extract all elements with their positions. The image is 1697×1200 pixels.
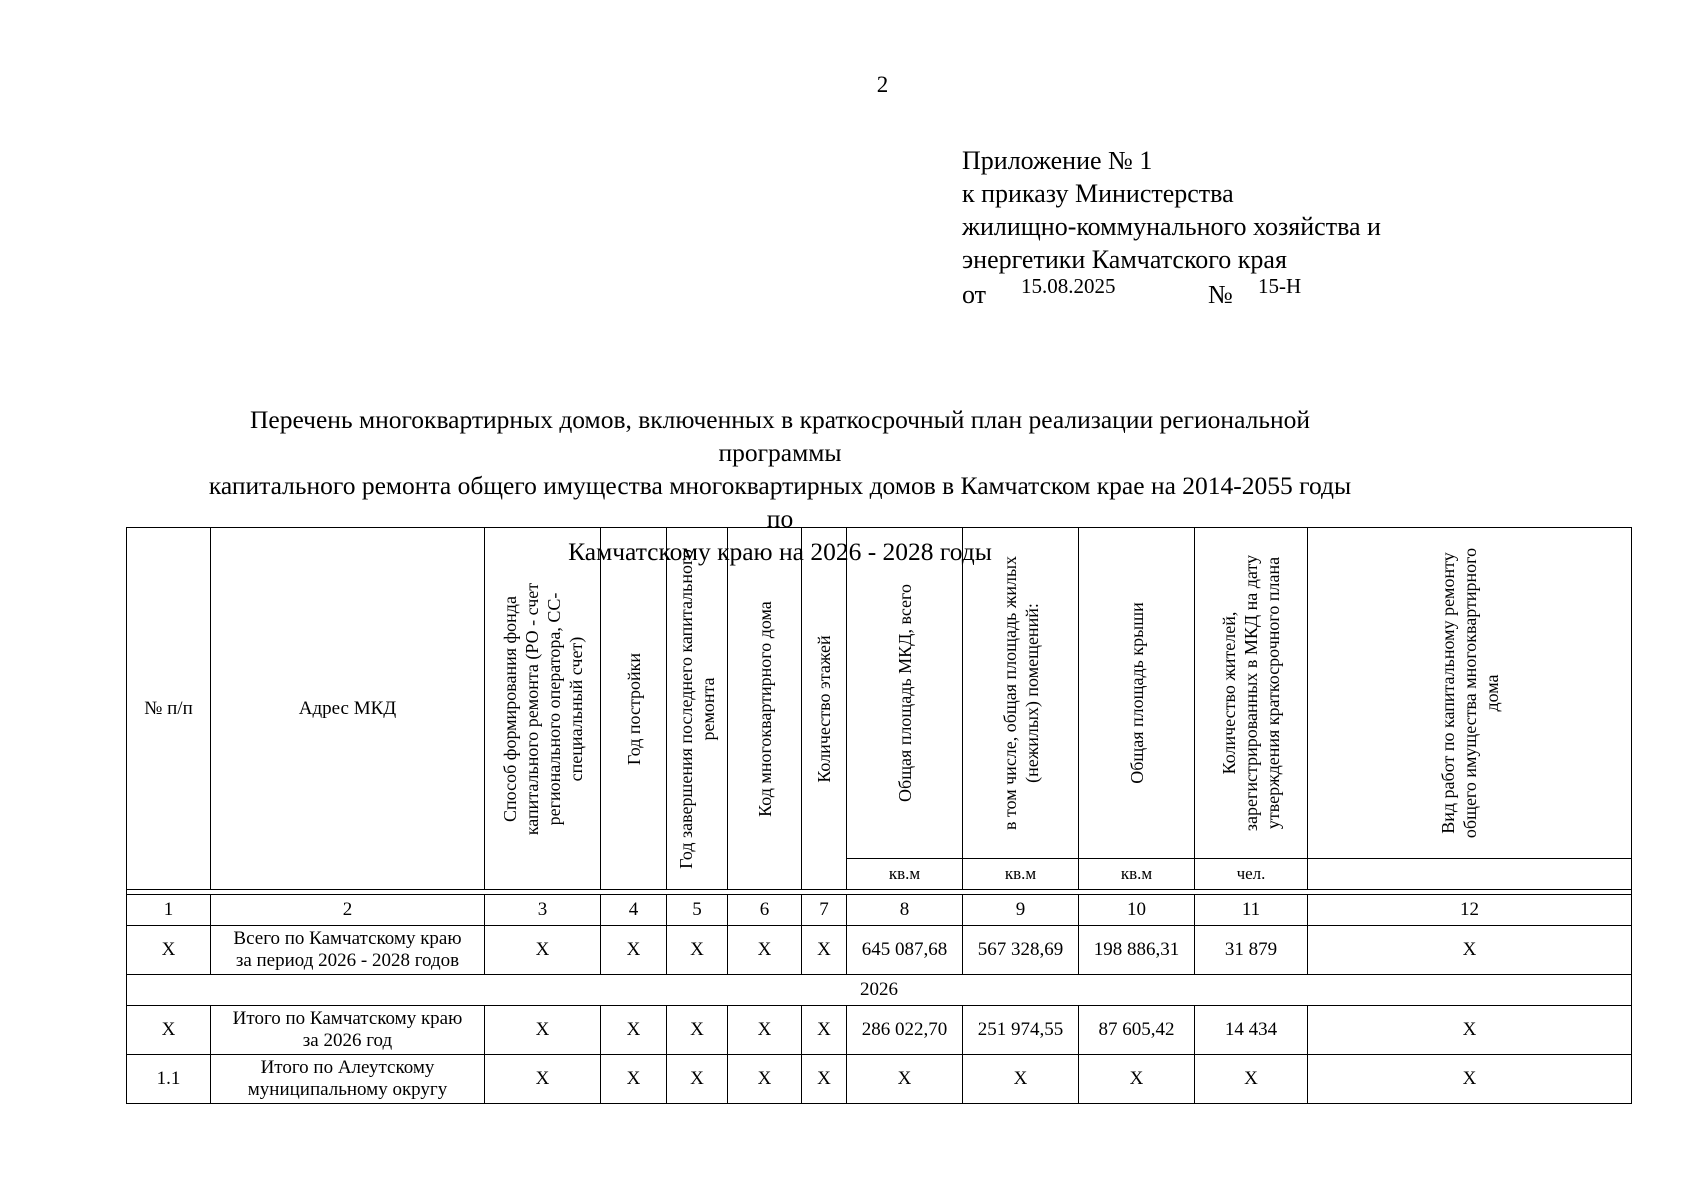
number-label: № <box>1208 280 1233 309</box>
cell-fund-method: Х <box>485 1055 601 1104</box>
table-row-total <box>127 926 1632 975</box>
column-number: 6 <box>728 895 802 926</box>
cell-fund-method: Х <box>485 926 601 975</box>
column-number: 10 <box>1079 895 1195 926</box>
date-label: от <box>962 280 987 309</box>
cell-floors: Х <box>802 926 847 975</box>
cell-work-type: Х <box>1308 926 1632 975</box>
header-house-code: Код многоквартирного дома <box>728 528 802 890</box>
appendix-ministry: жилищно-коммунального хозяйства и <box>962 212 1381 241</box>
table-row-district <box>127 1055 1632 1104</box>
header-total-area: Общая площадь МКД, всего <box>847 528 963 859</box>
year-label: 2026 <box>127 975 1632 1006</box>
cell-living-area: Х <box>963 1055 1079 1104</box>
cell-address: Итого по Камчатскому краю за 2026 год <box>211 1006 485 1055</box>
header-living-area: в том числе, общая площадь жилых (нежилых) помещений: <box>963 528 1079 859</box>
cell-build-year: Х <box>601 1006 667 1055</box>
cell-roof-area: 87 605,42 <box>1079 1006 1195 1055</box>
cell-last-repair: Х <box>667 1006 728 1055</box>
cell-build-year: Х <box>601 1055 667 1104</box>
cell-number: Х <box>127 1006 211 1055</box>
unit-cell: чел. <box>1195 859 1308 890</box>
cell-address: Всего по Камчатскому краю за период 2026 - 2028 годов <box>211 926 485 975</box>
title-line: Перечень многоквартирных домов, включенных в краткосрочный план реализации региональной программы <box>249 405 1311 467</box>
page-number: 2 <box>876 72 889 97</box>
cell-floors: Х <box>802 1055 847 1104</box>
header-number: № п/п <box>127 528 211 890</box>
cell-house-code: Х <box>728 1006 802 1055</box>
cell-work-type: Х <box>1308 1006 1632 1055</box>
cell-total-area: 645 087,68 <box>847 926 963 975</box>
title-line: капитального ремонта общего имущества многоквартирных домов в Камчатском крае на 2014-2055 годы по <box>208 471 1352 533</box>
column-numbers-row <box>127 895 1632 926</box>
cell-residents: 14 434 <box>1195 1006 1308 1055</box>
year-row <box>127 975 1632 1006</box>
cell-fund-method: Х <box>485 1006 601 1055</box>
header-floors: Количество этажей <box>802 528 847 890</box>
column-number: 11 <box>1195 895 1308 926</box>
column-number: 4 <box>601 895 667 926</box>
cell-last-repair: Х <box>667 926 728 975</box>
column-number: 2 <box>211 895 485 926</box>
column-number: 3 <box>485 895 601 926</box>
cell-roof-area: 198 886,31 <box>1079 926 1195 975</box>
cell-house-code: Х <box>728 926 802 975</box>
unit-cell: кв.м <box>847 859 963 890</box>
column-number: 8 <box>847 895 963 926</box>
unit-cell: кв.м <box>963 859 1079 890</box>
column-number: 1 <box>127 895 211 926</box>
header-address: Адрес МКД <box>211 528 485 890</box>
table-row-year-total <box>127 1006 1632 1055</box>
order-number: 15-Н <box>1258 274 1302 298</box>
title-line: Камчатскому краю на 2026 - 2028 годы <box>568 537 992 566</box>
appendix-header <box>962 144 1381 276</box>
column-number: 12 <box>1308 895 1632 926</box>
cell-number: 1.1 <box>127 1055 211 1104</box>
cell-work-type: Х <box>1308 1055 1632 1104</box>
column-number: 7 <box>802 895 847 926</box>
cell-last-repair: Х <box>667 1055 728 1104</box>
appendix-title: Приложение № 1 <box>962 146 1153 175</box>
cell-total-area: 286 022,70 <box>847 1006 963 1055</box>
header-row <box>127 528 1632 859</box>
cell-number: Х <box>127 926 211 975</box>
appendix-order-ref: к приказу Министерства <box>962 179 1234 208</box>
header-build-year: Год постройки <box>601 528 667 890</box>
cell-residents: Х <box>1195 1055 1308 1104</box>
cell-total-area: Х <box>847 1055 963 1104</box>
unit-cell: кв.м <box>1079 859 1195 890</box>
unit-cell <box>1308 859 1632 890</box>
houses-table <box>126 527 1632 1104</box>
cell-roof-area: Х <box>1079 1055 1195 1104</box>
header-roof-area: Общая площадь крыши <box>1079 528 1195 859</box>
header-residents: Количество жителей, зарегистрированных в МКД на дату утверждения краткосрочного плана <box>1195 528 1308 859</box>
order-date: 15.08.2025 <box>1021 274 1116 298</box>
column-number: 5 <box>667 895 728 926</box>
cell-residents: 31 879 <box>1195 926 1308 975</box>
header-fund-method: Способ формирования фонда капитального ремонта (РО - счет регионального оператора, СС- специальный счет) <box>485 528 601 890</box>
header-last-repair-year: Год завершения последнего капитального ремонта <box>667 528 728 890</box>
header-work-type: Вид работ по капитальному ремонту общего имущества многоквартирного дома <box>1308 528 1632 859</box>
column-number: 9 <box>963 895 1079 926</box>
cell-floors: Х <box>802 1006 847 1055</box>
cell-address: Итого по Алеутскому муниципальному округу <box>211 1055 485 1104</box>
cell-house-code: Х <box>728 1055 802 1104</box>
cell-build-year: Х <box>601 926 667 975</box>
appendix-ministry-region: энергетики Камчатского края <box>962 245 1287 274</box>
cell-living-area: 567 328,69 <box>963 926 1079 975</box>
cell-living-area: 251 974,55 <box>963 1006 1079 1055</box>
